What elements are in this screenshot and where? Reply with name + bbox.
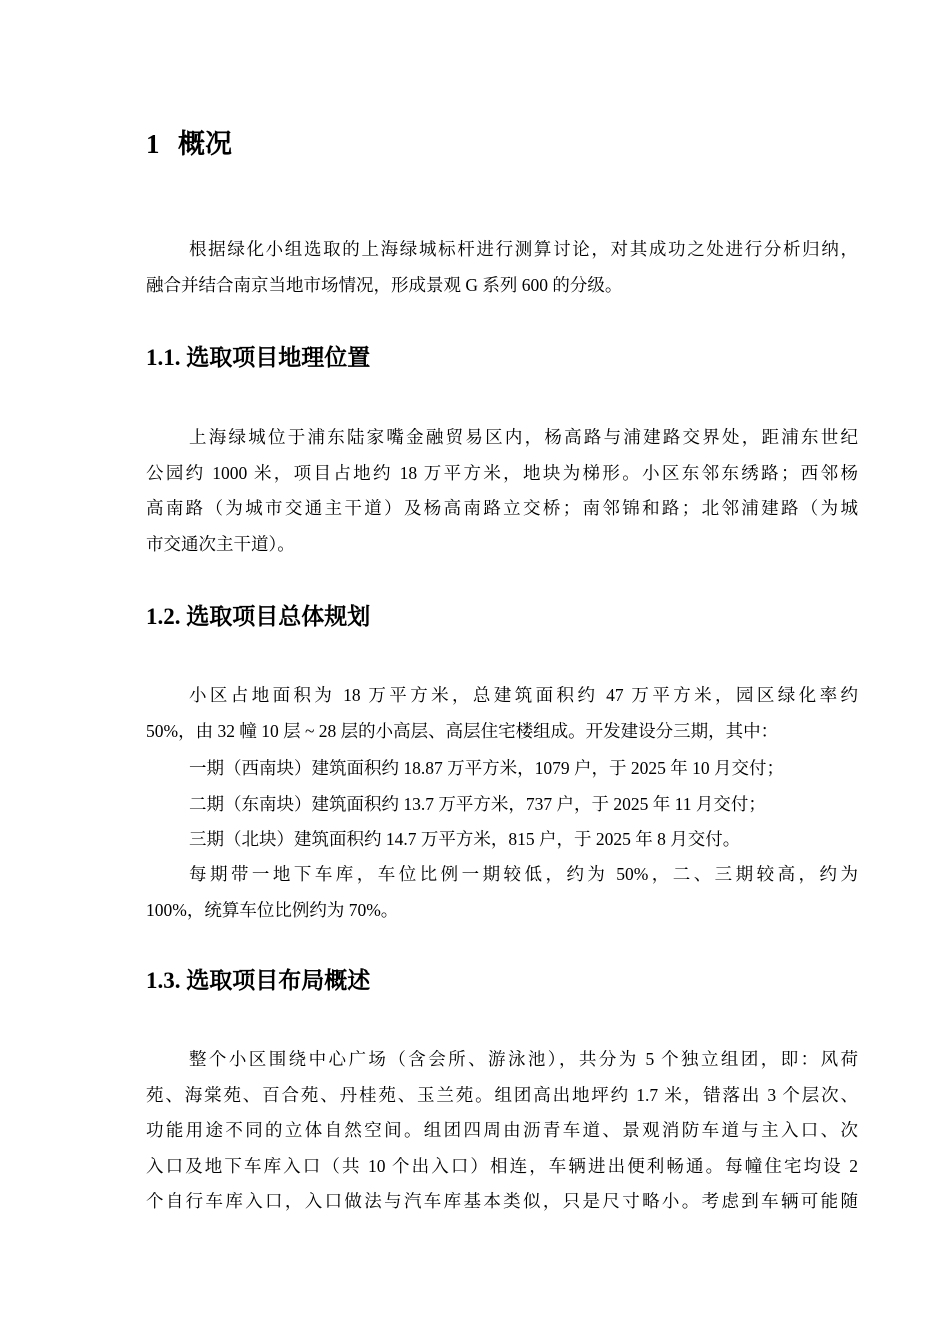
paragraph-line: 上海绿城位于浦东陆家嘴金融贸易区内，杨高路与浦建路交界处，距浦东世纪: [189, 427, 858, 447]
chapter-title: 概况: [178, 129, 232, 159]
phase-three-line: 三期（北块）建筑面积约 14.7 万平方米，815 户，于 2025 年 8 月交付。: [189, 829, 741, 849]
paragraph-line: 高南路（为城市交通主干道）及杨高南路立交桥；南邻锦和路；北邻浦建路（为城: [146, 498, 858, 518]
paragraph-line: 苑、海棠苑、百合苑、丹桂苑、玉兰苑。组团高出地坪约 1.7 米，错落出 3 个层次、: [146, 1084, 858, 1105]
paragraph-line: 融合并结合南京当地市场情况，形成景观 G 系列 600 的分级。: [146, 274, 623, 295]
section-heading-planning: 1.2. 选取项目总体规划: [146, 604, 371, 629]
chapter-number: 1: [146, 129, 160, 159]
paragraph-line: 个自行车库入口，入口做法与汽车库基本类似，只是尺寸略小。考虑到车辆可能随: [146, 1191, 858, 1211]
section-heading-location: 1.1. 选取项目地理位置: [146, 345, 371, 370]
paragraph-line: 公园约 1000 米，项目占地约 18 万平方米，地块为梯形。小区东邻东绣路；西邻杨: [146, 462, 858, 483]
paragraph-line: 功能用途不同的立体自然空间。组团四周由沥青车道、景观消防车道与主入口、次: [146, 1120, 858, 1140]
location-paragraph: [146, 420, 858, 562]
paragraph-line: 50%，由 32 幢 10 层 ~ 28 层的小高层、高层住宅楼组成。开发建设分三期，其中：: [146, 720, 779, 741]
planning-paragraph: [146, 678, 858, 749]
chapter-heading: [146, 124, 232, 164]
intro-paragraph: [146, 232, 858, 303]
phase-one-line: 一期（西南块）建筑面积约 18.87 万平方米，1079 户，于 2025 年 10 月交付；: [189, 758, 784, 778]
paragraph-line: 小区占地面积为 18 万平方米，总建筑面积约 47 万平方米，园区绿化率约: [189, 685, 858, 705]
layout-paragraph: [146, 1042, 858, 1220]
paragraph-line: 每期带一地下车库，车位比例一期较低，约为 50%，二、三期较高，约为: [189, 864, 858, 884]
section-heading-layout: 1.3. 选取项目布局概述: [146, 968, 371, 993]
paragraph-line: 根据绿化小组选取的上海绿城标杆进行测算讨论，对其成功之处进行分析归纳，: [189, 239, 858, 259]
paragraph-line: 整个小区围绕中心广场（含会所、游泳池），共分为 5 个独立组团，即：风荷: [189, 1049, 858, 1069]
parking-paragraph: [146, 857, 858, 928]
paragraph-line: 100%，统算车位比例约为 70%。: [146, 899, 399, 920]
paragraph-line: 市交通次主干道）。: [146, 533, 295, 554]
phase-two-line: 二期（东南块）建筑面积约 13.7 万平方米，737 户，于 2025 年 11 月交付；: [189, 794, 766, 814]
paragraph-line: 入口及地下车库入口（共 10 个出入口）相连，车辆进出便利畅通。每幢住宅均设 2: [146, 1155, 858, 1176]
